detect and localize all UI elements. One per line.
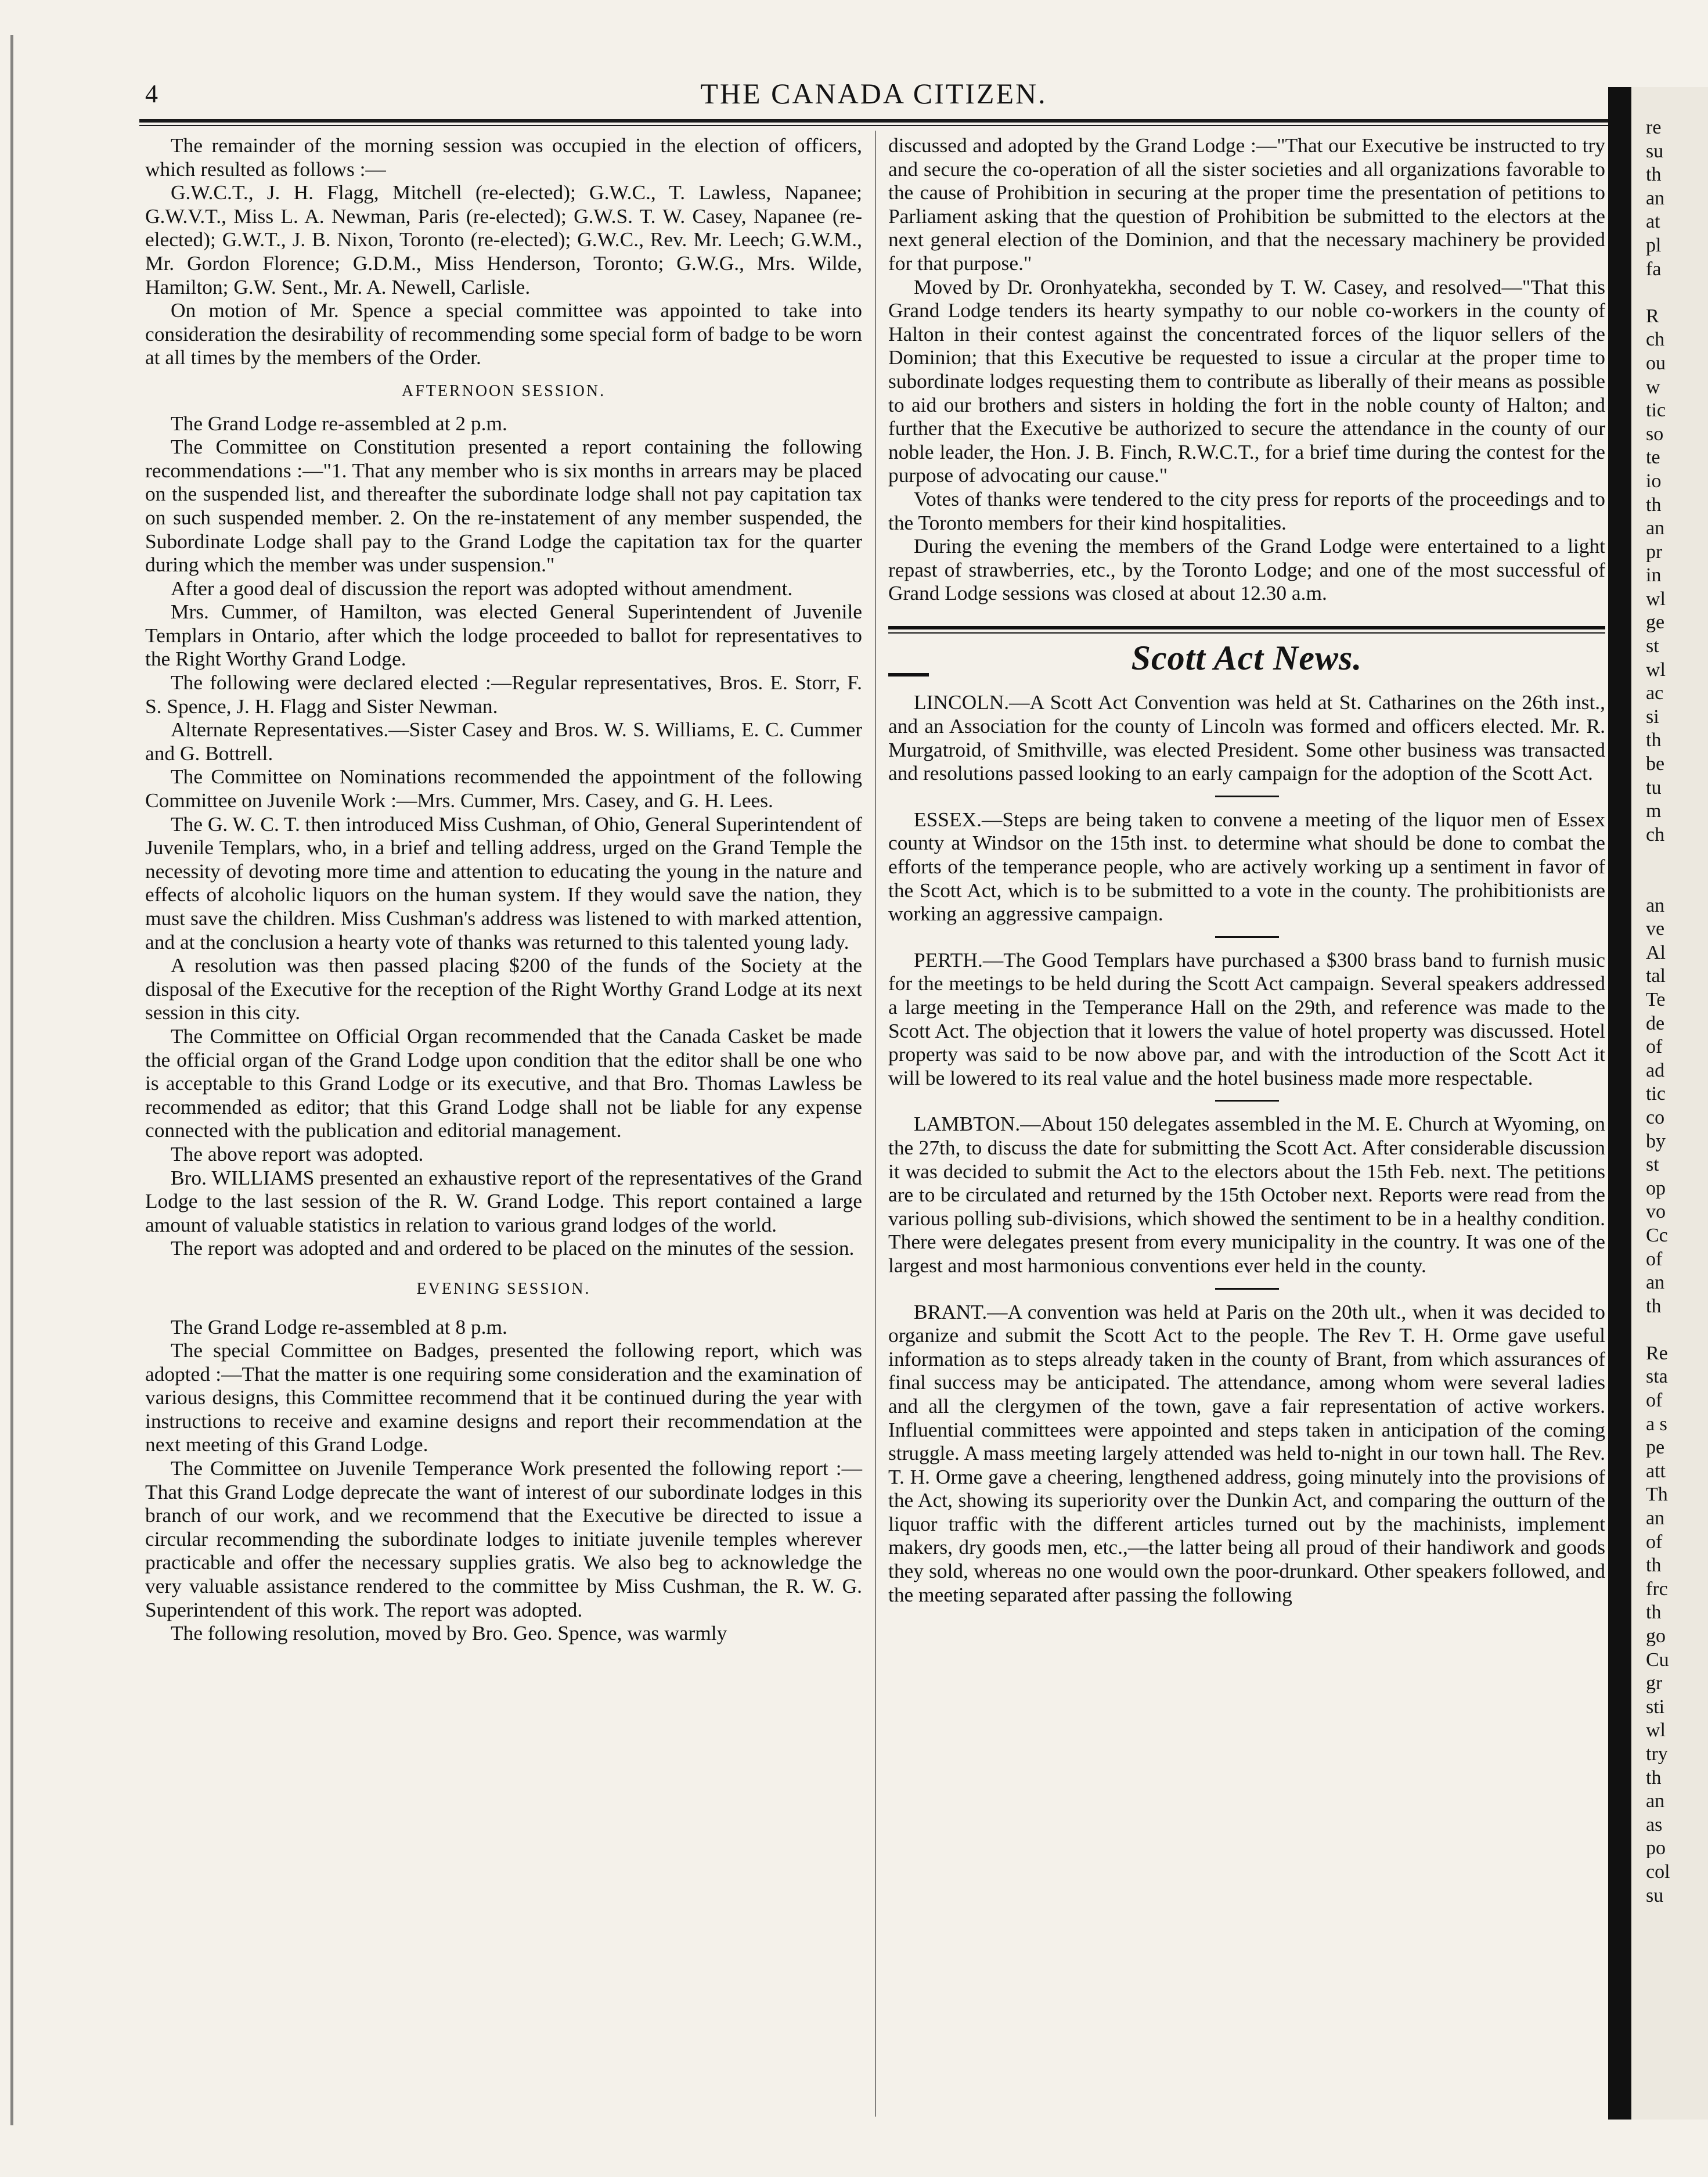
news-separator xyxy=(1215,1100,1279,1102)
news-item-perth xyxy=(888,948,1605,1090)
section-rule xyxy=(888,626,1605,629)
paragraph: The following resolution, moved by Bro. Geo. Spence, was warmly xyxy=(171,1621,727,1645)
place-name: LAMBTON. xyxy=(914,1112,1021,1136)
page-header xyxy=(145,74,1602,115)
masthead-title: THE CANADA CITIZEN. xyxy=(700,77,1047,110)
news-item-lincoln xyxy=(888,690,1605,785)
binding-shadow xyxy=(1608,87,1631,2120)
evening-session-heading: EVENING SESSION. xyxy=(416,1279,591,1298)
news-text: —A Scott Act Convention was held at St. Catharines on the 26th inst., and an Association for the county of Lincoln was formed and officers elected. Mr. R. Murgatroid, of Smithville, was elected President. Some other business was transacted and resolutions passed looking to an early campaign for the adoption of the Scott Act. xyxy=(888,690,1605,785)
right-column xyxy=(888,134,1605,1606)
paragraph: The Committee on Official Organ recommended that the Canada Casket be made the official organ of the Grand Lodge upon condition that the editor shall be one who is acceptable to this Grand Lodge or its executive, and that Bro. Thomas Lawless be recommended as editor; that this Grand Lodge shall not be liable for any expense connected with the publication and editorial management. xyxy=(145,1024,862,1142)
scott-act-news-heading: Scott Act News. xyxy=(1131,638,1363,677)
news-separator xyxy=(1215,796,1279,797)
news-item-lambton xyxy=(888,1112,1605,1277)
heading-dash xyxy=(888,673,929,677)
page-edge-shadow xyxy=(10,35,13,2125)
paragraph: Alternate Representatives.—Sister Casey and Bros. W. S. Williams, E. C. Cummer and G. Bottrell. xyxy=(145,718,862,765)
paragraph: The Committee on Constitution presented a report containing the following recommendations :—"1. That any member who is six months in arrears may be placed on the suspended list, and thereafter the subordinate lodge shall not pay capitation tax on such suspended member. 2. On the re-instatement of any member suspended, the Subordinate Lodge shall pay to the Grand Lodge the capitation tax for the quarter during which the member was under suspension." xyxy=(145,435,862,577)
paragraph: G.W.C.T., J. H. Flagg, Mitchell (re-elected); G.W.C., T. Lawless, Napanee; G.W.V.T., Miss L. A. Newman, Paris (re-elected); G.W.S. T. W. Casey, Napanee (re-elected); G.W.T., J. B. Nixon, Toronto (re-elected); G.W.C., Rev. Mr. Leech; G.W.M., Mr. Gordon Florence; G.D.M., Miss Henderson, Toronto; G.W.G., Mrs. Wilde, Hamilton; G.W. Sent., Mr. A. Newell, Carlisle. xyxy=(145,181,862,298)
paragraph: The above report was adopted. xyxy=(171,1142,424,1165)
paragraph: During the evening the members of the Grand Lodge were entertained to a light repast of strawberries, etc., by the Toronto Lodge; and one of the most successful of Grand Lodge sessions was closed at about 12.30 a.m. xyxy=(888,534,1605,605)
column-divider xyxy=(875,131,876,2117)
paragraph: The Committee on Nominations recommended the appointment of the following Committee on Juvenile Work :—Mrs. Cummer, Mrs. Casey, and G. H. Lees. xyxy=(145,765,862,812)
paragraph: discussed and adopted by the Grand Lodge :—"That our Executive be instructed to try and secure the co-operation of all the sister societies and all organizations favorable to the cause of Prohibition in securing at the proper time the presentation of petitions to Parliament asking that the question of Prohibition be submitted to the electors at the next general election of the Dominion, and that the necessary machinery be provided for that purpose." xyxy=(888,134,1605,275)
news-text: —Steps are being taken to convene a meeting of the liquor men of Essex county at Windsor on the 15th inst. to determine what should be done to combat the efforts of the temperance people, who are actively working up a sentiment in favor of the Scott Act, which is to be submitted to a vote in the county. The prohibitionists are working an aggressive campaign. xyxy=(888,807,1605,926)
news-text: —The Good Templars have purchased a $300 brass band to furnish music for the meetings to be held during the Scott Act campaign. Several speakers addressed a large meeting in the Temperance Hall on the 29th, and reference was made to the Scott Act. The objection that it lowers the value of hotel property was discussed. Hotel property was said to be now above par, and with the introduction of the Scott Act it will be lowered to its real value and the hotel business made more respectable. xyxy=(888,948,1605,1089)
paragraph: The Grand Lodge re-assembled at 2 p.m. xyxy=(171,411,507,435)
header-rule xyxy=(139,119,1608,123)
paragraph: The following were declared elected :—Regular representatives, Bros. E. Storr, F. S. Spence, J. H. Flagg and Sister Newman. xyxy=(145,671,862,718)
paragraph: The Committee on Juvenile Temperance Work presented the following report :—That this Grand Lodge deprecate the want of interest of our subordinate lodges in this branch of our work, and we recommend that the Executive be directed to issue a circular recommending the subordinate lodges to initiate juvenile temples wherever practicable and offer the necessary supplies gratis. We also beg to acknowledge the very valuable assistance rendered to the committee by Miss Cushman, the R. W. G. Superintendent of this work. The report was adopted. xyxy=(145,1456,862,1621)
header-rule-thin xyxy=(139,125,1608,126)
news-separator xyxy=(1215,1288,1279,1290)
paragraph: The Grand Lodge re-assembled at 8 p.m. xyxy=(171,1315,507,1338)
afternoon-session-heading: AFTERNOON SESSION. xyxy=(401,382,606,400)
place-name: PERTH. xyxy=(914,948,983,971)
next-page-fragments: re su th an at pl fa R ch ou w tic so te io th an pr in wl ge st wl ac si th be tu m ch an ve Al tal Te de of ad tic co by st op vo Cc of an th Re sta of a s pe att Th an of th frc th go Cu gr sti wl try th an as po col su xyxy=(1646,117,1670,1906)
paragraph: On motion of Mr. Spence a special committee was appointed to take into consideration the desirability of recommending some special form of badge to be worn at all times by the members of the Order. xyxy=(145,298,862,369)
paragraph: The G. W. C. T. then introduced Miss Cushman, of Ohio, General Superintendent of Juvenile Templars, who, in a brief and telling address, urged on the Grand Temple the necessity of devoting more time and attention to educating the young in the nature and effects of alcoholic liquors on the human system. If they would save the nation, they must save the children. Miss Cushman's address was listened to with marked attention, and at the conclusion a hearty vote of thanks was returned to this talented young lady. xyxy=(145,812,862,953)
place-name: BRANT. xyxy=(914,1300,988,1323)
paragraph: The special Committee on Badges, presented the following report, which was adopted :—That the matter is one requiring some consideration and the examination of various designs, this Committee recommend that it be continued during the year with instructions to receive and examine designs and report their recommendation at the next meeting of this Grand Lodge. xyxy=(145,1338,862,1456)
news-text: —About 150 delegates assembled in the M. E. Church at Wyoming, on the 27th, to discuss the date for submitting the Scott Act. After considerable discussion it was decided to submit the Act to the electors about the 15th Feb. next. The petitions are to be circulated and returned by the 15th October next. Reports were read from the various polling sub-divisions, which showed the sentiment to be in a healthy condition. There were delegates present from every municipality in the country. It was one of the largest and most harmonious conventions ever held in the county. xyxy=(888,1112,1605,1277)
paragraph: Bro. WILLIAMS presented an exhaustive report of the representatives of the Grand Lodge to the last session of the R. W. Grand Lodge. This report contained a large amount of valuable statistics in relation to various grand lodges of the world. xyxy=(145,1165,862,1236)
news-separator xyxy=(1215,936,1279,938)
paragraph: The remainder of the morning session was occupied in the election of officers, which resulted as follows :— xyxy=(145,134,862,181)
paragraph: Mrs. Cummer, of Hamilton, was elected General Superintendent of Juvenile Templars in Ontario, after which the lodge proceeded to ballot for representatives to the Right Worthy Grand Lodge. xyxy=(145,600,862,671)
paragraph: A resolution was then passed placing $200 of the funds of the Society at the disposal of the Executive for the reception of the Right Worthy Grand Lodge at its next session in this city. xyxy=(145,953,862,1024)
paragraph: The report was adopted and and ordered to be placed on the minutes of the session. xyxy=(171,1236,855,1260)
page-number: 4 xyxy=(145,80,158,108)
paragraph: Moved by Dr. Oronhyatekha, seconded by T. W. Casey, and resolved—"That this Grand Lodge tenders its hearty sympathy to our noble co-workers in the county of Halton in their contest against the concentrated forces of the liquor sellers of the Dominion; that this Executive be requested to issue a circular at the proper time to subordinate lodges requesting them to contribute as liberally of their means as possible to aid our brothers and sisters in holding the fort in the noble county of Halton; and further that the Executive be authorized to secure the attendance in the county of our noble leader, the Hon. J. B. Finch, R.W.C.T., for a brief time during the contest for the purpose of advocating our cause." xyxy=(888,275,1605,487)
news-text: —A convention was held at Paris on the 20th ult., when it was decided to organize and submit the Scott Act to the people. The Rev T. H. Orme gave useful information as to steps already taken in the county of Brant, from which assurances of final success may be anticipated. The attendance, among whom were several ladies and all the clergymen of the town, gave a fair representation of active workers. Influential committees were appointed and steps taken in anticipation of the coming struggle. A mass meeting largely attended was held to-night in our town hall. The Rev. T. H. Orme gave a cheering, lengthened address, going minutely into the provisions of the Act, showing its superiority over the Dunkin Act, and comparing the outturn of the liquor traffic with the different articles turned out by the machinists, implement makers, dry goods men, etc.,—the latter being all proud of their handiwork and goods they sold, whereas no one would own the poor-drunkard. Other speakers followed, and the meeting separated after passing the following xyxy=(888,1300,1605,1606)
news-item-brant xyxy=(888,1300,1605,1607)
paragraph: Votes of thanks were tendered to the city press for reports of the proceedings and to the Toronto members for their kind hospitalities. xyxy=(888,487,1605,534)
paragraph: After a good deal of discussion the report was adopted without amendment. xyxy=(171,576,793,600)
place-name: ESSEX. xyxy=(914,807,982,831)
news-item-essex xyxy=(888,808,1605,926)
place-name: LINCOLN. xyxy=(914,690,1010,714)
section-rule-thin xyxy=(888,632,1605,634)
left-column xyxy=(145,134,862,1645)
